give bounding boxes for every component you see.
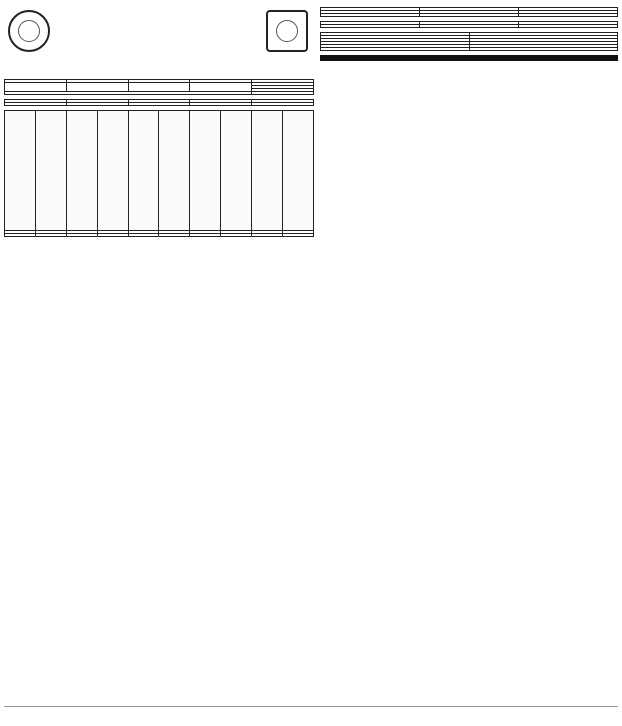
right-column — [320, 4, 618, 700]
cell-value — [159, 234, 190, 237]
cell-value — [66, 234, 97, 237]
reservation-table — [4, 110, 314, 237]
vacancy-count — [252, 103, 314, 106]
notice-header — [4, 4, 314, 74]
cell-value — [221, 234, 252, 237]
society-name — [190, 103, 252, 106]
footer-strip — [4, 706, 618, 722]
society-address — [469, 48, 618, 51]
table-row — [321, 14, 618, 17]
cell-value — [35, 234, 66, 237]
pay-scale — [128, 103, 190, 106]
row-number — [5, 83, 67, 92]
row-number — [321, 14, 420, 17]
table-row — [5, 234, 314, 237]
sales-person-table — [4, 79, 314, 95]
age-table — [320, 7, 618, 17]
post-name — [66, 83, 128, 92]
education-table — [320, 21, 618, 28]
cooperative-logo-icon — [266, 10, 308, 52]
department-seal-icon — [8, 10, 50, 52]
cell-value — [128, 234, 159, 237]
table-row — [321, 25, 618, 28]
qualification — [519, 25, 618, 28]
row-number — [321, 25, 420, 28]
society-address-table — [320, 32, 618, 51]
total-row — [5, 92, 314, 95]
total-vacancy — [252, 92, 314, 95]
age-limit — [519, 14, 618, 17]
deadline-banner — [320, 55, 618, 61]
post-name — [5, 234, 36, 237]
column-header — [5, 111, 36, 231]
cell-value — [252, 234, 283, 237]
cell-value — [283, 234, 314, 237]
post-name — [66, 103, 128, 106]
packer-table — [4, 99, 314, 106]
post-name — [420, 25, 519, 28]
society-name — [190, 83, 252, 92]
table-row — [5, 103, 314, 106]
pay-scale — [128, 83, 190, 92]
left-column — [4, 76, 314, 700]
cell-value — [190, 234, 221, 237]
table-row — [321, 48, 618, 51]
row-number — [5, 103, 67, 106]
age-category — [420, 14, 519, 17]
cell-value — [97, 234, 128, 237]
row-number — [321, 48, 470, 51]
